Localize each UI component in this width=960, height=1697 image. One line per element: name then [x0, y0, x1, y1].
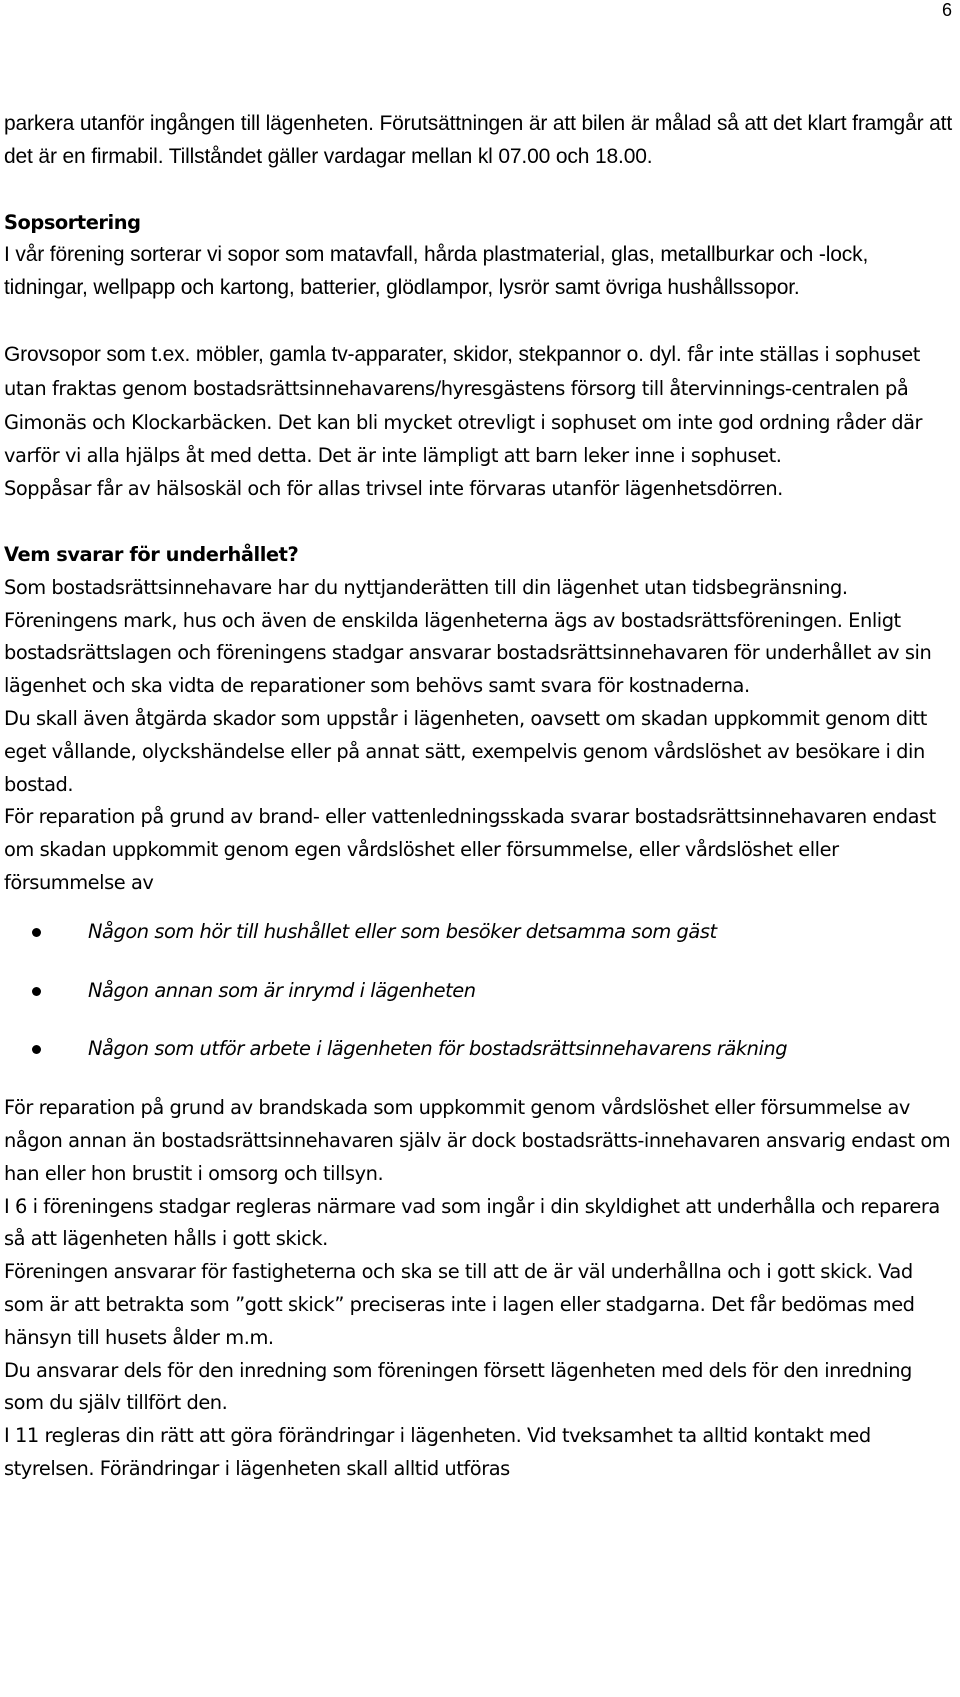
bullet-icon	[32, 1045, 41, 1054]
soppasar-paragraph: Soppåsar får av hälsoskäl och för allas trivsel inte förvaras utanför lägenhetsdörren.	[4, 477, 783, 501]
underhall-paragraph-3: För reparation på grund av brand- eller vattenledningsskada svarar bostadsrättsinnehavaren endast om skadan uppkommit genom egen vårdslöshet eller försummelse, eller vårdslöshet eller försummelse av	[4, 805, 936, 894]
underhall-paragraph-1: Som bostadsrättsinnehavare har du nyttjanderätten till din lägenhet utan tidsbegränsning. Föreningens mark, hus och även de enskilda lägenheterna ägs av bostadsrättsföreningen. Enligt bostadsrättslagen och föreningens stadgar ansvarar bostadsrättsinnehavaren för underhållet av sin lägenhet och ska vidta de reparationer som behövs samt svara för kostnaderna.	[4, 575, 932, 698]
grovsopor-lead: Grovsopor som t.ex. möbler, gamla tv-apparater, skidor, stekpannor o. dyl.	[4, 342, 682, 366]
underhall-heading: Vem svarar för underhållet?	[4, 542, 299, 566]
liability-bullet-list	[4, 916, 954, 1066]
list-item: Någon som hör till hushållet eller som besöker detsamma som gäst	[4, 916, 954, 949]
bullet-icon	[32, 987, 41, 996]
grovsopor-body: får inte ställas i sophuset utan fraktas genom bostadsrättsinnehavarens/hyresgästens försorg till återvinnings-centralen på Gimonäs och Klockarbäcken. Det kan bli mycket otrevligt i sophuset om inte god ordning råder där varför vi alla hjälps åt med detta. Det är inte lämpligt att barn leker inne i sophuset.	[4, 342, 923, 468]
underhall-paragraph-2: Du skall även åtgärda skador som uppstår i lägenheten, oavsett om skadan uppkommit genom ditt eget vållande, olyckshändelse eller på annat sätt, exempelvis genom vårdslöshet av besökare i din bostad.	[4, 706, 927, 796]
intro-paragraph: parkera utanför ingången till lägenheten. Förutsättningen är att bilen är målad så att det klart framgår att det är en firmabil. Tillståndet gäller vardagar mellan kl 07.00 och 18.00.	[4, 112, 953, 168]
sopsortering-heading: Sopsortering	[4, 210, 141, 234]
document-body	[4, 108, 954, 1486]
list-item: Någon annan som är inrymd i lägenheten	[4, 975, 954, 1008]
bullet-icon	[32, 928, 41, 937]
grovsopor-paragraph	[4, 338, 954, 473]
list-item: Någon som utför arbete i lägenheten för bostadsrättsinnehavarens räkning	[4, 1033, 954, 1066]
underhall-paragraph-5: I 6 i föreningens stadgar regleras närmare vad som ingår i din skyldighet att underhålla och reparera så att lägenheten hålls i gott skick.	[4, 1194, 940, 1251]
page-number: 6	[941, 0, 952, 20]
underhall-paragraph-8: I 11 regleras din rätt att göra förändringar i lägenheten. Vid tveksamhet ta alltid kontakt med styrelsen. Förändringar i lägenheten skall alltid utföras	[4, 1424, 871, 1480]
underhall-paragraph-4: För reparation på grund av brandskada som uppkommit genom vårdslöshet eller försummelse av någon annan än bostadsrättsinnehavaren själv är dock bostadsrätts-innehavaren ansvarig endast om han eller hon brustit i omsorg och tillsyn.	[4, 1096, 951, 1185]
underhall-paragraph-6: Föreningen ansvarar för fastigheterna och ska se till att de är väl underhållna och i gott skick. Vad som är att betrakta som ”gott skick” preciseras inte i lagen eller stadgarna. Det får bedömas med hänsyn till husets ålder m.m.	[4, 1260, 915, 1349]
sopsortering-paragraph: I vår förening sorterar vi sopor som matavfall, hårda plastmaterial, glas, metallburkar och -lock, tidningar, wellpapp och kartong, batterier, glödlampor, lysrör samt övriga hushållssopor.	[4, 243, 869, 300]
underhall-paragraph-7: Du ansvarar dels för den inredning som föreningen försett lägenheten med dels för den inredning som du själv tillfört den.	[4, 1358, 912, 1415]
